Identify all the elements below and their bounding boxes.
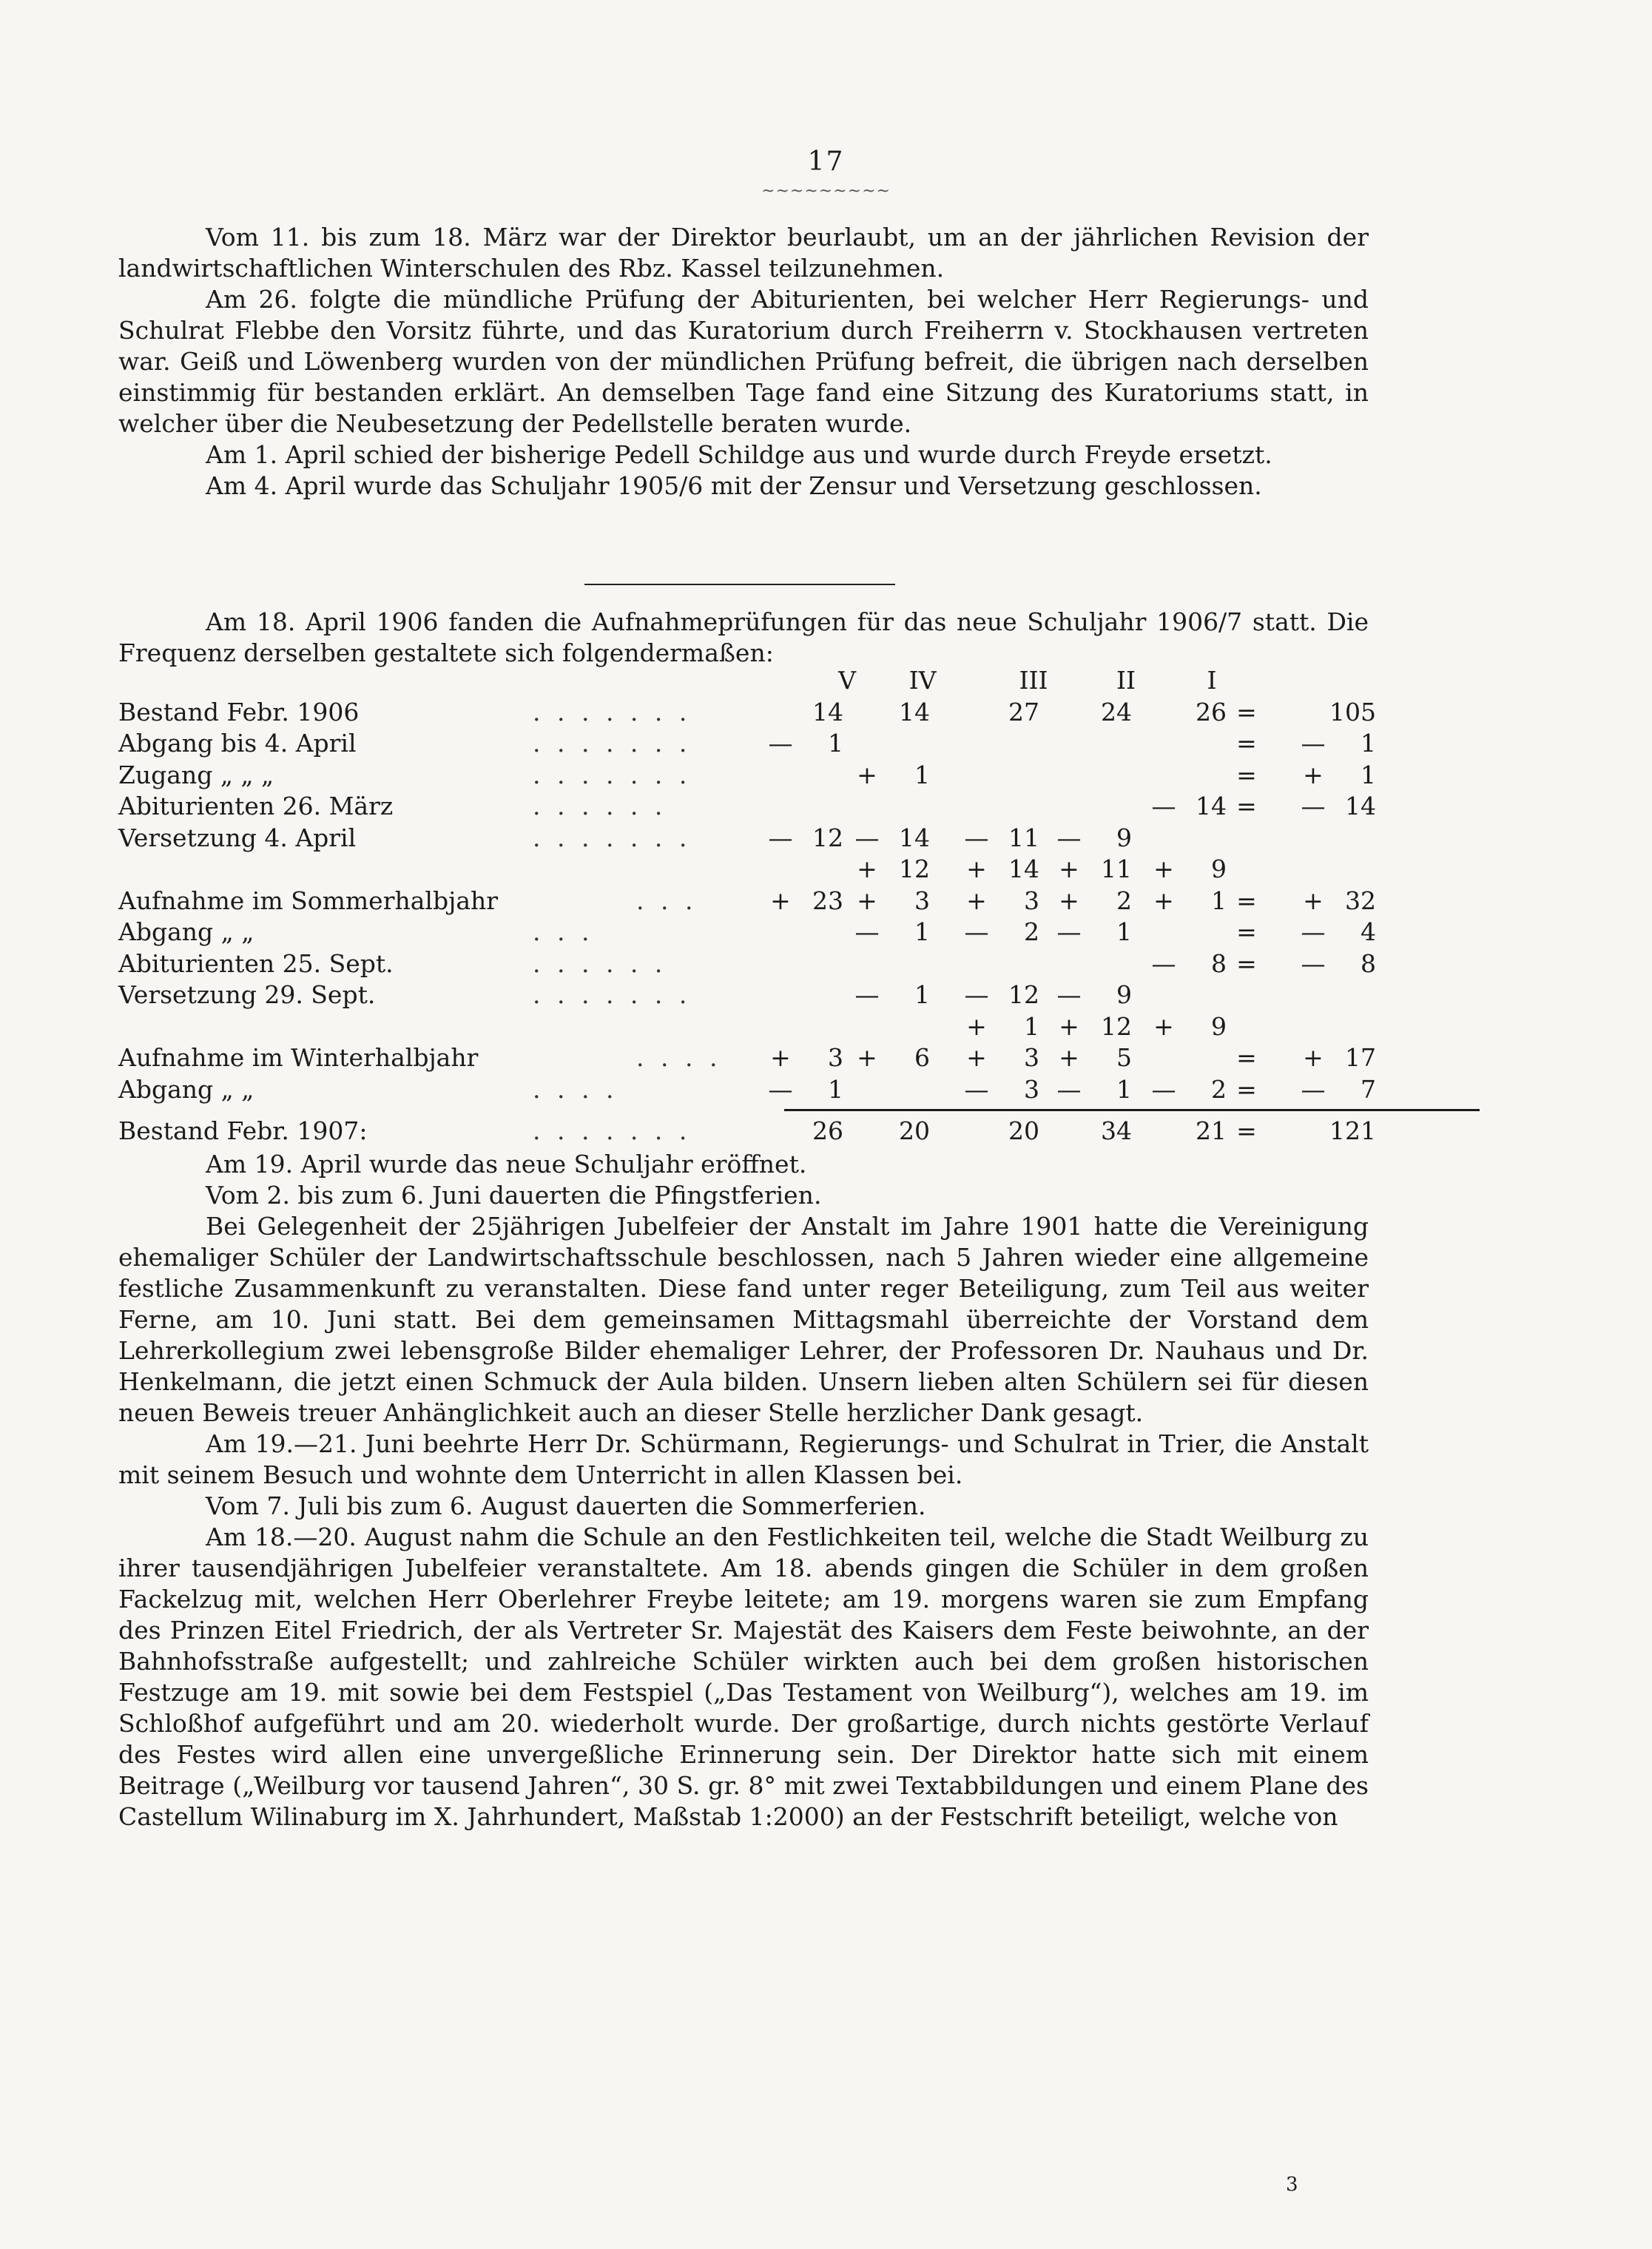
table-cell: 6 [914, 1043, 930, 1072]
table-row [118, 697, 1376, 729]
table-cell: 1 [914, 760, 930, 789]
table-row [118, 917, 1376, 949]
paragraph: Vom 11. bis zum 18. März war der Direktor beurlaubt, um an der jährlichen Revision der landwirtschaftlichen Winterschulen des Rbz. Kassel teilzunehmen. [118, 223, 1369, 283]
ornament-rule: ~~~~~~~~~ [761, 182, 891, 200]
table-row [118, 760, 1376, 792]
leader-dots: . . . . [533, 1074, 618, 1104]
table-operator: + [966, 854, 987, 883]
row-label: Abiturienten 26. März [118, 792, 394, 820]
table-operator: — [1056, 980, 1082, 1009]
table-cell: 23 [812, 886, 843, 915]
table-operator: + [1059, 1043, 1079, 1072]
table-cell: 3 [1024, 1074, 1039, 1104]
table-operator: + [966, 886, 987, 915]
table-operator: + [1303, 760, 1324, 789]
table-cell: 3 [1024, 1043, 1039, 1072]
table-cell: 121 [1329, 1116, 1376, 1145]
paragraph: Am 1. April schied der bisherige Pedell Schildge aus und wurde durch Freyde ersetzt. [206, 440, 1272, 469]
table-operator: + [1153, 1011, 1174, 1041]
table-cell: 4 [1361, 917, 1376, 946]
table-cell: 9 [1116, 823, 1132, 852]
table-operator: = [1236, 886, 1257, 915]
table-operator: — [1056, 1074, 1082, 1104]
column-header: V [838, 666, 856, 695]
table-cell: 1 [914, 917, 930, 946]
leader-dots: . . . [636, 886, 698, 915]
table-operator: — [854, 980, 880, 1009]
table-operator: = [1236, 697, 1257, 726]
table-cell: 24 [1101, 697, 1132, 726]
table-operator: = [1236, 948, 1257, 978]
table-cell: 9 [1211, 1011, 1227, 1041]
table-cell: 9 [1116, 980, 1132, 1009]
column-header: IV [908, 666, 937, 695]
table-cell: 2 [1211, 1074, 1227, 1104]
paragraph: Am 19. April wurde das neue Schuljahr eröffnet. [206, 1150, 807, 1179]
paragraph: Vom 2. bis zum 6. Juni dauerten die Pfingstferien. [206, 1181, 822, 1210]
table-cell: 27 [1008, 697, 1039, 726]
table-cell: 14 [1008, 854, 1039, 883]
table-cell: 8 [1361, 948, 1376, 978]
table-cell: 1 [1116, 1074, 1132, 1104]
table-cell: 12 [812, 823, 843, 852]
table-operator: — [1301, 948, 1326, 978]
table-cell: 14 [899, 697, 930, 726]
table-cell: 1 [1024, 1011, 1039, 1041]
table-cell: 12 [899, 854, 930, 883]
table-row [118, 1043, 1376, 1075]
row-label: Bestand Febr. 1906 [118, 697, 360, 726]
paragraph: Am 18. April 1906 fanden die Aufnahmeprüfungen für das neue Schuljahr 1906/7 statt. Die Frequenz derselben gestaltete sich folgendermaßen: [118, 607, 1369, 667]
row-label: Abgang bis 4. April [118, 729, 357, 758]
table-cell: 9 [1211, 854, 1227, 883]
table-operator: — [1151, 948, 1176, 978]
table-operator: + [966, 1011, 987, 1041]
table-operator: + [857, 760, 877, 789]
table-operator: + [857, 1043, 877, 1072]
leader-dots: . . . . . . . [533, 1116, 692, 1145]
table-row [118, 792, 1376, 823]
table-operator: — [768, 1074, 793, 1104]
table-operator: + [1153, 854, 1174, 883]
table-operator: — [1301, 917, 1326, 946]
leader-dots: . . . . . . . [533, 760, 692, 789]
table-cell: 3 [914, 886, 930, 915]
table-operator: + [1153, 886, 1174, 915]
table-operator: — [1056, 917, 1082, 946]
row-label: Abiturienten 25. Sept. [118, 948, 394, 978]
paragraph: Am 18.—20. August nahm die Schule an den Festlichkeiten teil, welche die Stadt Weilburg zu ihrer tausendjährigen Jubelfeier veranstaltete. Am 18. abends gingen die Schüler in dem großen Fackelzug mit, welchen Herr Oberlehrer Freybe leitete; am 19. morgens waren sie zum Empfang des Prinzen Eitel Friedrich, der als Vertreter Sr. Majestät des Kaisers dem Feste beiwohnte, an der Bahnhofsstraße aufgestellt; und zahlreiche Schüler wirkten auch bei dem großen historischen Festzuge am 19. mit sowie bei dem Festspiel („Das Testament von Weilburg“), welches am 19. im Schloßhof aufgeführt und am 20. wiederholt wurde. Der großartige, durch nichts gestörte Verlauf des Festes wird allen eine unvergeßliche Erinnerung sein. Der Direktor hatte sich mit einem Beitrage („Weilburg vor tausend Jahren“, 30 S. gr. 8° mit zwei Textabbildungen und einem Plane des Castellum Wilinaburg im X. Jahrhundert, Maßstab 1:2000) an der Festschrift beteiligt, welche von [118, 1523, 1369, 1831]
table-operator: = [1236, 729, 1257, 758]
table-operator: — [854, 917, 880, 946]
row-label: Aufnahme im Winterhalbjahr [118, 1043, 479, 1072]
table-operator: — [964, 980, 989, 1009]
table-cell: 11 [1101, 854, 1132, 883]
table-operator: — [1301, 792, 1326, 820]
column-header: II [1116, 666, 1136, 695]
table-operator: = [1236, 1043, 1257, 1072]
table-operator: + [1059, 1011, 1079, 1041]
row-label: Versetzung 4. April [118, 823, 357, 852]
table-row [118, 980, 1369, 1012]
table-cell: 12 [1008, 980, 1039, 1009]
leader-dots: . . . [533, 917, 594, 946]
table-row [118, 823, 1369, 855]
table-operator: — [768, 729, 793, 758]
text-block-1 [118, 222, 1369, 502]
table-cell: 1 [828, 1074, 843, 1104]
table-cell: 11 [1008, 823, 1039, 852]
paragraph: Bei Gelegenheit der 25jährigen Jubelfeier der Anstalt im Jahre 1901 hatte die Vereinigung ehemaliger Schüler der Landwirtschaftsschule beschlossen, nach 5 Jahren wieder eine allgemeine festliche Zusammenkunft zu veranstalten. Diese fand unter reger Beteiligung, zum Teil aus weiter Ferne, am 10. Juni statt. Bei dem gemeinsamen Mittagsmahl überreichte der Vorstand dem Lehrerkollegium zwei lebensgroße Bilder ehemaliger Lehrer, der Professoren Dr. Nauhaus und Dr. Henkelmann, die jetzt einen Schmuck der Aula bilden. Unsern lieben alten Schülern sei für diesen neuen Beweis treuer Anhänglichkeit auch an dieser Stelle herzlicher Dank gesagt. [118, 1212, 1369, 1427]
column-header: I [1207, 666, 1217, 695]
sum-rule [784, 1109, 1480, 1111]
table-cell: 12 [1101, 1011, 1132, 1041]
paragraph: Am 26. folgte die mündliche Prüfung der Abiturienten, bei welcher Herr Regierungs- und Schulrat Flebbe den Vorsitz führte, und das Kuratorium durch Freiherrn v. Stockhausen vertreten war. Geiß und Löwenberg wurden von der mündlichen Prüfung befreit, die übrigen nach derselben einstimmig für bestanden erklärt. An demselben Tage fand eine Sitzung des Kuratoriums statt, in welcher über die Neubesetzung der Pedellstelle beraten wurde. [118, 285, 1369, 438]
table-cell: 32 [1345, 886, 1376, 915]
leader-dots: . . . . . . . [533, 697, 692, 726]
table-cell: 14 [1196, 792, 1227, 820]
leader-dots: . . . . [636, 1043, 722, 1072]
row-label: Zugang „ „ „ [118, 760, 274, 789]
row-label: Aufnahme im Sommerhalbjahr [118, 886, 499, 915]
table-operator: = [1236, 792, 1257, 820]
table-operator: — [1151, 1074, 1176, 1104]
leader-dots: . . . . . . . [533, 980, 692, 1009]
paragraph: Vom 7. Juli bis zum 6. August dauerten die Sommerferien. [206, 1491, 926, 1520]
table-cell: 26 [1196, 697, 1227, 726]
table-cell: 1 [914, 980, 930, 1009]
table-row [118, 948, 1376, 981]
table-operator: + [770, 886, 791, 915]
table-cell: 34 [1101, 1116, 1132, 1145]
table-cell: 26 [812, 1116, 843, 1145]
text-block-2 [118, 607, 1369, 669]
signature-mark: 3 [1286, 2174, 1298, 2196]
table-cell: 17 [1345, 1043, 1376, 1072]
row-label: Abgang „ „ [118, 1074, 254, 1104]
table-cell: 1 [1116, 917, 1132, 946]
table-operator: — [964, 823, 989, 852]
frequency-table [118, 666, 1376, 1148]
table-operator: — [1056, 823, 1082, 852]
row-label: Versetzung 29. Sept. [118, 980, 376, 1009]
table-operator: = [1236, 760, 1257, 789]
table-operator: — [964, 1074, 989, 1104]
table-operator: — [1301, 1074, 1326, 1104]
table-operator: + [770, 1043, 791, 1072]
table-cell: 1 [1361, 760, 1376, 789]
paragraph: Am 19.—21. Juni beehrte Herr Dr. Schürmann, Regierungs- und Schulrat in Trier, die Anstalt mit seinem Besuch und wohnte dem Unterricht in allen Klassen bei. [118, 1429, 1369, 1489]
column-header: III [1019, 666, 1048, 695]
table-row [118, 1074, 1376, 1107]
table-cell: 20 [899, 1116, 930, 1145]
table-cell: 7 [1361, 1074, 1376, 1104]
leader-dots: . . . . . . . [533, 729, 692, 758]
table-operator: + [857, 886, 877, 915]
page-number: 17 [807, 146, 845, 177]
text-block-3 [118, 1149, 1369, 1832]
table-cell: 2 [1116, 886, 1132, 915]
table-operator: = [1236, 917, 1257, 946]
table-cell: 1 [828, 729, 843, 758]
table-operator: + [857, 854, 877, 883]
table-row [118, 854, 1369, 886]
table-operator: — [1301, 729, 1326, 758]
table-row [118, 729, 1376, 761]
table-row [118, 1116, 1376, 1148]
table-operator: = [1236, 1116, 1257, 1145]
table-operator: — [1151, 792, 1176, 820]
table-cell: 14 [1345, 792, 1376, 820]
table-cell: 1 [1211, 886, 1227, 915]
table-operator: + [1303, 1043, 1324, 1072]
leader-dots: . . . . . . . [533, 823, 692, 852]
table-operator: + [966, 1043, 987, 1072]
table-operator: = [1236, 1074, 1257, 1104]
table-operator: — [768, 823, 793, 852]
table-cell: 8 [1211, 948, 1227, 978]
table-cell: 21 [1196, 1116, 1227, 1145]
table-cell: 3 [828, 1043, 843, 1072]
leader-dots: . . . . . . [533, 948, 667, 978]
table-operator: + [1059, 886, 1079, 915]
table-cell: 5 [1116, 1043, 1132, 1072]
table-cell: 14 [812, 697, 843, 726]
table-cell: 1 [1361, 729, 1376, 758]
table-cell: 20 [1008, 1116, 1039, 1145]
row-label: Bestand Febr. 1907: [118, 1116, 368, 1145]
table-cell: 3 [1024, 886, 1039, 915]
table-operator: + [1059, 854, 1079, 883]
table-header-row [118, 666, 1369, 698]
table-row [118, 1012, 1369, 1044]
table-cell: 14 [899, 823, 930, 852]
paragraph: Am 4. April wurde das Schuljahr 1905/6 mit der Zensur und Versetzung geschlossen. [206, 471, 1262, 500]
table-cell: 2 [1024, 917, 1039, 946]
table-operator: + [1303, 886, 1324, 915]
table-operator: — [854, 823, 880, 852]
leader-dots: . . . . . . [533, 792, 667, 820]
row-label: Abgang „ „ [118, 917, 254, 946]
section-separator [584, 584, 895, 585]
table-row [118, 886, 1376, 918]
table-operator: — [964, 917, 989, 946]
table-cell: 105 [1329, 697, 1376, 726]
